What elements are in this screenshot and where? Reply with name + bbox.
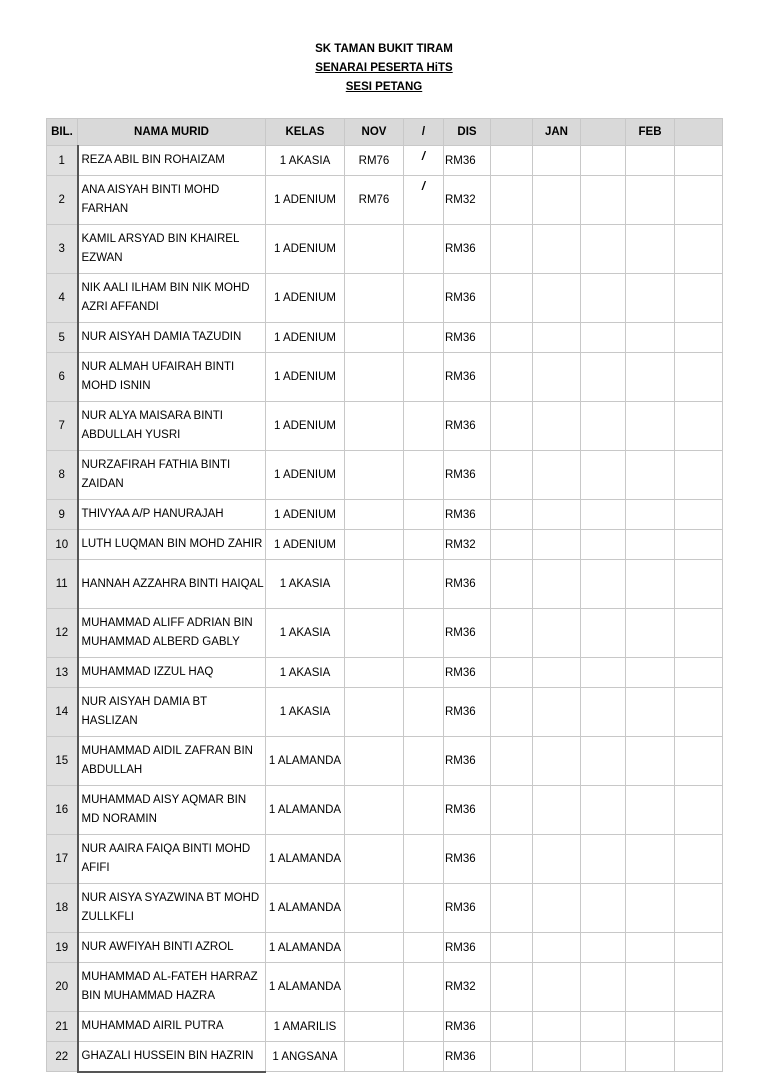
dis-cell: RM32 (444, 176, 491, 225)
nov-cell (345, 530, 404, 560)
nov-cell (345, 658, 404, 688)
table-row (47, 737, 723, 786)
empty-month-cell (675, 560, 723, 609)
empty-month-cell (675, 933, 723, 963)
bil-cell: 7 (47, 402, 78, 451)
table-row (47, 353, 723, 402)
empty-month-cell (533, 274, 581, 323)
table-row (47, 884, 723, 933)
empty-month-cell (491, 176, 533, 225)
nov-cell (345, 560, 404, 609)
bil-cell: 22 (47, 1042, 78, 1072)
empty-month-cell (626, 560, 675, 609)
empty-month-cell (675, 658, 723, 688)
mark-cell (404, 225, 444, 274)
empty-month-cell (533, 176, 581, 225)
kelas-cell: 1 ADENIUM (266, 530, 345, 560)
bil-cell: 20 (47, 963, 78, 1012)
table-row (47, 146, 723, 176)
empty-month-cell (626, 786, 675, 835)
empty-month-cell (581, 500, 626, 530)
mark-cell (404, 963, 444, 1012)
bil-cell: 18 (47, 884, 78, 933)
empty-month-cell (675, 402, 723, 451)
nov-cell (345, 451, 404, 500)
col-header-kelas: KELAS (266, 119, 345, 146)
empty-month-cell (581, 146, 626, 176)
dis-cell: RM32 (444, 963, 491, 1012)
dis-cell: RM36 (444, 274, 491, 323)
bil-cell: 14 (47, 688, 78, 737)
empty-month-cell (675, 353, 723, 402)
name-cell: MUHAMMAD ALIFF ADRIAN BIN MUHAMMAD ALBERD GABLY (78, 609, 266, 658)
kelas-cell: 1 AKASIA (266, 688, 345, 737)
empty-month-cell (581, 658, 626, 688)
empty-month-cell (533, 737, 581, 786)
mark-cell (404, 560, 444, 609)
table-row (47, 176, 723, 225)
empty-month-cell (533, 500, 581, 530)
dis-cell: RM36 (444, 1012, 491, 1042)
name-cell: REZA ABIL BIN ROHAIZAM (78, 146, 266, 176)
dis-cell: RM36 (444, 353, 491, 402)
nov-cell (345, 835, 404, 884)
dis-cell: RM32 (444, 530, 491, 560)
empty-month-cell (491, 353, 533, 402)
kelas-cell: 1 ADENIUM (266, 323, 345, 353)
bil-cell: 8 (47, 451, 78, 500)
col-header-dis: DIS (444, 119, 491, 146)
empty-month-cell (491, 402, 533, 451)
empty-month-cell (626, 225, 675, 274)
empty-month-cell (675, 500, 723, 530)
empty-month-cell (581, 274, 626, 323)
dis-cell: RM36 (444, 225, 491, 274)
bil-cell: 12 (47, 609, 78, 658)
kelas-cell: 1 ADENIUM (266, 225, 345, 274)
name-cell: NUR AWFIYAH BINTI AZROL (78, 933, 266, 963)
dis-cell: RM36 (444, 560, 491, 609)
empty-month-cell (626, 1042, 675, 1072)
nov-cell (345, 402, 404, 451)
kelas-cell: 1 ALAMANDA (266, 963, 345, 1012)
empty-month-cell (491, 560, 533, 609)
empty-month-cell (675, 884, 723, 933)
bil-cell: 4 (47, 274, 78, 323)
kelas-cell: 1 ALAMANDA (266, 835, 345, 884)
empty-month-cell (581, 1012, 626, 1042)
empty-month-cell (533, 225, 581, 274)
name-cell: NUR ALMAH UFAIRAH BINTI MOHD ISNIN (78, 353, 266, 402)
empty-month-cell (491, 530, 533, 560)
bil-cell: 21 (47, 1012, 78, 1042)
empty-month-cell (675, 451, 723, 500)
name-cell: ANA AISYAH BINTI MOHD FARHAN (78, 176, 266, 225)
table-row (47, 274, 723, 323)
empty-month-cell (533, 1042, 581, 1072)
table-row (47, 225, 723, 274)
mark-cell (404, 786, 444, 835)
name-cell: NURZAFIRAH FATHIA BINTI ZAIDAN (78, 451, 266, 500)
nov-cell (345, 688, 404, 737)
empty-month-cell (491, 323, 533, 353)
mark-cell (404, 609, 444, 658)
mark-cell (404, 451, 444, 500)
empty-month-cell (533, 402, 581, 451)
empty-month-cell (675, 225, 723, 274)
empty-month-cell (626, 146, 675, 176)
dis-cell: RM36 (444, 500, 491, 530)
name-cell: MUHAMMAD IZZUL HAQ (78, 658, 266, 688)
empty-month-cell (581, 560, 626, 609)
bil-cell: 1 (47, 146, 78, 176)
name-cell: GHAZALI HUSSEIN BIN HAZRIN (78, 1042, 266, 1072)
empty-month-cell (581, 225, 626, 274)
table-row (47, 530, 723, 560)
nov-cell (345, 737, 404, 786)
table-row (47, 1012, 723, 1042)
mark-cell (404, 1042, 444, 1072)
table-row (47, 402, 723, 451)
mark-cell (404, 835, 444, 884)
kelas-cell: 1 ADENIUM (266, 176, 345, 225)
col-header-nama-murid: NAMA MURID (78, 119, 266, 146)
empty-month-cell (675, 609, 723, 658)
empty-month-cell (491, 835, 533, 884)
empty-month-cell (626, 658, 675, 688)
empty-month-cell (533, 609, 581, 658)
empty-month-cell (491, 451, 533, 500)
empty-month-cell (675, 786, 723, 835)
table-body (47, 146, 723, 1072)
nov-cell (345, 225, 404, 274)
kelas-cell: 1 ALAMANDA (266, 933, 345, 963)
bil-cell: 5 (47, 323, 78, 353)
table-row (47, 658, 723, 688)
bil-cell: 9 (47, 500, 78, 530)
empty-month-cell (491, 786, 533, 835)
empty-month-cell (581, 963, 626, 1012)
dis-cell: RM36 (444, 835, 491, 884)
name-cell: KAMIL ARSYAD BIN KHAIREL EZWAN (78, 225, 266, 274)
table-row (47, 560, 723, 609)
dis-cell: RM36 (444, 146, 491, 176)
empty-month-cell (626, 353, 675, 402)
empty-month-cell (626, 402, 675, 451)
empty-month-cell (533, 688, 581, 737)
bil-cell: 13 (47, 658, 78, 688)
empty-month-cell (626, 737, 675, 786)
empty-month-cell (675, 274, 723, 323)
empty-month-cell (675, 963, 723, 1012)
mark-cell (404, 530, 444, 560)
empty-month-cell (581, 609, 626, 658)
mark-cell (404, 353, 444, 402)
empty-month-cell (675, 146, 723, 176)
table-row (47, 323, 723, 353)
nov-cell: RM76 (345, 176, 404, 225)
kelas-cell: 1 ALAMANDA (266, 786, 345, 835)
empty-month-cell (533, 146, 581, 176)
mark-cell (404, 688, 444, 737)
kelas-cell: 1 ADENIUM (266, 402, 345, 451)
bil-cell: 16 (47, 786, 78, 835)
empty-month-cell (533, 658, 581, 688)
name-cell: NUR ALYA MAISARA BINTI ABDULLAH YUSRI (78, 402, 266, 451)
col-header-blank-2 (581, 119, 626, 146)
table-row (47, 963, 723, 1012)
mark-cell (404, 500, 444, 530)
col-header-blank-3 (675, 119, 723, 146)
nov-cell (345, 323, 404, 353)
table-row (47, 688, 723, 737)
name-cell: NUR AISYAH DAMIA BT HASLIZAN (78, 688, 266, 737)
empty-month-cell (581, 933, 626, 963)
dis-cell: RM36 (444, 402, 491, 451)
dis-cell: RM36 (444, 786, 491, 835)
col-header-jan: JAN (533, 119, 581, 146)
empty-month-cell (626, 530, 675, 560)
empty-month-cell (675, 737, 723, 786)
name-cell: MUHAMMAD AISY AQMAR BIN MD NORAMIN (78, 786, 266, 835)
dis-cell: RM36 (444, 688, 491, 737)
empty-month-cell (491, 688, 533, 737)
school-name: SK TAMAN BUKIT TIRAM (315, 43, 453, 55)
kelas-cell: 1 AKASIA (266, 658, 345, 688)
nov-cell (345, 609, 404, 658)
empty-month-cell (675, 688, 723, 737)
mark-cell (404, 402, 444, 451)
empty-month-cell (626, 963, 675, 1012)
kelas-cell: 1 AMARILIS (266, 1012, 345, 1042)
nov-cell (345, 884, 404, 933)
participants-table (46, 118, 723, 1073)
name-cell: NUR AISYAH DAMIA TAZUDIN (78, 323, 266, 353)
session-title: SESI PETANG (345, 81, 423, 93)
bil-cell: 17 (47, 835, 78, 884)
empty-month-cell (626, 933, 675, 963)
kelas-cell: 1 ADENIUM (266, 500, 345, 530)
empty-month-cell (533, 884, 581, 933)
bil-cell: 3 (47, 225, 78, 274)
bil-cell: 2 (47, 176, 78, 225)
name-cell: MUHAMMAD AIDIL ZAFRAN BIN ABDULLAH (78, 737, 266, 786)
name-cell: MUHAMMAD AL-FATEH HARRAZ BIN MUHAMMAD HAZRA (78, 963, 266, 1012)
name-cell: HANNAH AZZAHRA BINTI HAIQAL (78, 560, 266, 609)
kelas-cell: 1 AKASIA (266, 560, 345, 609)
mark-cell (404, 884, 444, 933)
kelas-cell: 1 ALAMANDA (266, 737, 345, 786)
empty-month-cell (581, 688, 626, 737)
mark-cell: / (404, 176, 444, 225)
bil-cell: 10 (47, 530, 78, 560)
kelas-cell: 1 ADENIUM (266, 274, 345, 323)
mark-cell (404, 274, 444, 323)
empty-month-cell (533, 323, 581, 353)
empty-month-cell (675, 323, 723, 353)
empty-month-cell (626, 688, 675, 737)
empty-month-cell (626, 323, 675, 353)
empty-month-cell (491, 146, 533, 176)
kelas-cell: 1 ALAMANDA (266, 884, 345, 933)
mark-cell (404, 1012, 444, 1042)
table-row (47, 609, 723, 658)
dis-cell: RM36 (444, 1042, 491, 1072)
nov-cell: RM76 (345, 146, 404, 176)
dis-cell: RM36 (444, 933, 491, 963)
empty-month-cell (626, 884, 675, 933)
empty-month-cell (491, 658, 533, 688)
empty-month-cell (533, 451, 581, 500)
mark-cell (404, 658, 444, 688)
empty-month-cell (491, 274, 533, 323)
col-header-nov: NOV (345, 119, 404, 146)
col-header-blank-1 (491, 119, 533, 146)
empty-month-cell (626, 609, 675, 658)
empty-month-cell (533, 786, 581, 835)
empty-month-cell (491, 933, 533, 963)
empty-month-cell (533, 835, 581, 884)
name-cell: NUR AISYA SYAZWINA BT MOHD ZULLKFLI (78, 884, 266, 933)
empty-month-cell (491, 500, 533, 530)
nov-cell (345, 274, 404, 323)
col-header-bil: BIL. (47, 119, 78, 146)
empty-month-cell (626, 1012, 675, 1042)
empty-month-cell (581, 451, 626, 500)
mark-cell (404, 933, 444, 963)
kelas-cell: 1 ADENIUM (266, 451, 345, 500)
empty-month-cell (581, 530, 626, 560)
empty-month-cell (581, 737, 626, 786)
empty-month-cell (533, 530, 581, 560)
nov-cell (345, 786, 404, 835)
empty-month-cell (675, 176, 723, 225)
empty-month-cell (626, 500, 675, 530)
empty-month-cell (626, 274, 675, 323)
col-header-feb: FEB (626, 119, 675, 146)
list-title: SENARAI PESERTA HiTS (315, 62, 453, 74)
empty-month-cell (581, 323, 626, 353)
empty-month-cell (533, 933, 581, 963)
dis-cell: RM36 (444, 323, 491, 353)
empty-month-cell (626, 176, 675, 225)
empty-month-cell (581, 884, 626, 933)
empty-month-cell (626, 451, 675, 500)
empty-month-cell (675, 835, 723, 884)
table-row (47, 500, 723, 530)
empty-month-cell (581, 786, 626, 835)
empty-month-cell (491, 609, 533, 658)
empty-month-cell (675, 530, 723, 560)
name-cell: LUTH LUQMAN BIN MOHD ZAHIR (78, 530, 266, 560)
empty-month-cell (581, 1042, 626, 1072)
nov-cell (345, 1012, 404, 1042)
name-cell: NUR AAIRA FAIQA BINTI MOHD AFIFI (78, 835, 266, 884)
empty-month-cell (533, 353, 581, 402)
name-cell: NIK AALI ILHAM BIN NIK MOHD AZRI AFFANDI (78, 274, 266, 323)
nov-cell (345, 963, 404, 1012)
nov-cell (345, 1042, 404, 1072)
empty-month-cell (626, 835, 675, 884)
kelas-cell: 1 AKASIA (266, 609, 345, 658)
name-cell: MUHAMMAD AIRIL PUTRA (78, 1012, 266, 1042)
empty-month-cell (675, 1012, 723, 1042)
nov-cell (345, 353, 404, 402)
document-header (0, 40, 768, 97)
empty-month-cell (581, 835, 626, 884)
table-row (47, 451, 723, 500)
empty-month-cell (533, 963, 581, 1012)
name-cell: THIVYAA A/P HANURAJAH (78, 500, 266, 530)
table-row (47, 835, 723, 884)
table-row (47, 1042, 723, 1072)
dis-cell: RM36 (444, 658, 491, 688)
bil-cell: 15 (47, 737, 78, 786)
mark-cell (404, 737, 444, 786)
kelas-cell: 1 ADENIUM (266, 353, 345, 402)
empty-month-cell (491, 225, 533, 274)
table-header-row (47, 119, 723, 146)
table-row (47, 933, 723, 963)
bil-cell: 6 (47, 353, 78, 402)
dis-cell: RM36 (444, 451, 491, 500)
mark-cell: / (404, 146, 444, 176)
empty-month-cell (675, 1042, 723, 1072)
dis-cell: RM36 (444, 884, 491, 933)
kelas-cell: 1 AKASIA (266, 146, 345, 176)
empty-month-cell (581, 176, 626, 225)
table-row (47, 786, 723, 835)
empty-month-cell (491, 737, 533, 786)
dis-cell: RM36 (444, 737, 491, 786)
mark-cell (404, 323, 444, 353)
bil-cell: 11 (47, 560, 78, 609)
kelas-cell: 1 ANGSANA (266, 1042, 345, 1072)
nov-cell (345, 933, 404, 963)
empty-month-cell (491, 1042, 533, 1072)
empty-month-cell (581, 402, 626, 451)
dis-cell: RM36 (444, 609, 491, 658)
empty-month-cell (491, 1012, 533, 1042)
empty-month-cell (533, 560, 581, 609)
empty-month-cell (491, 963, 533, 1012)
bil-cell: 19 (47, 933, 78, 963)
nov-cell (345, 500, 404, 530)
col-header-mark: / (404, 119, 444, 146)
empty-month-cell (581, 353, 626, 402)
empty-month-cell (533, 1012, 581, 1042)
empty-month-cell (491, 884, 533, 933)
